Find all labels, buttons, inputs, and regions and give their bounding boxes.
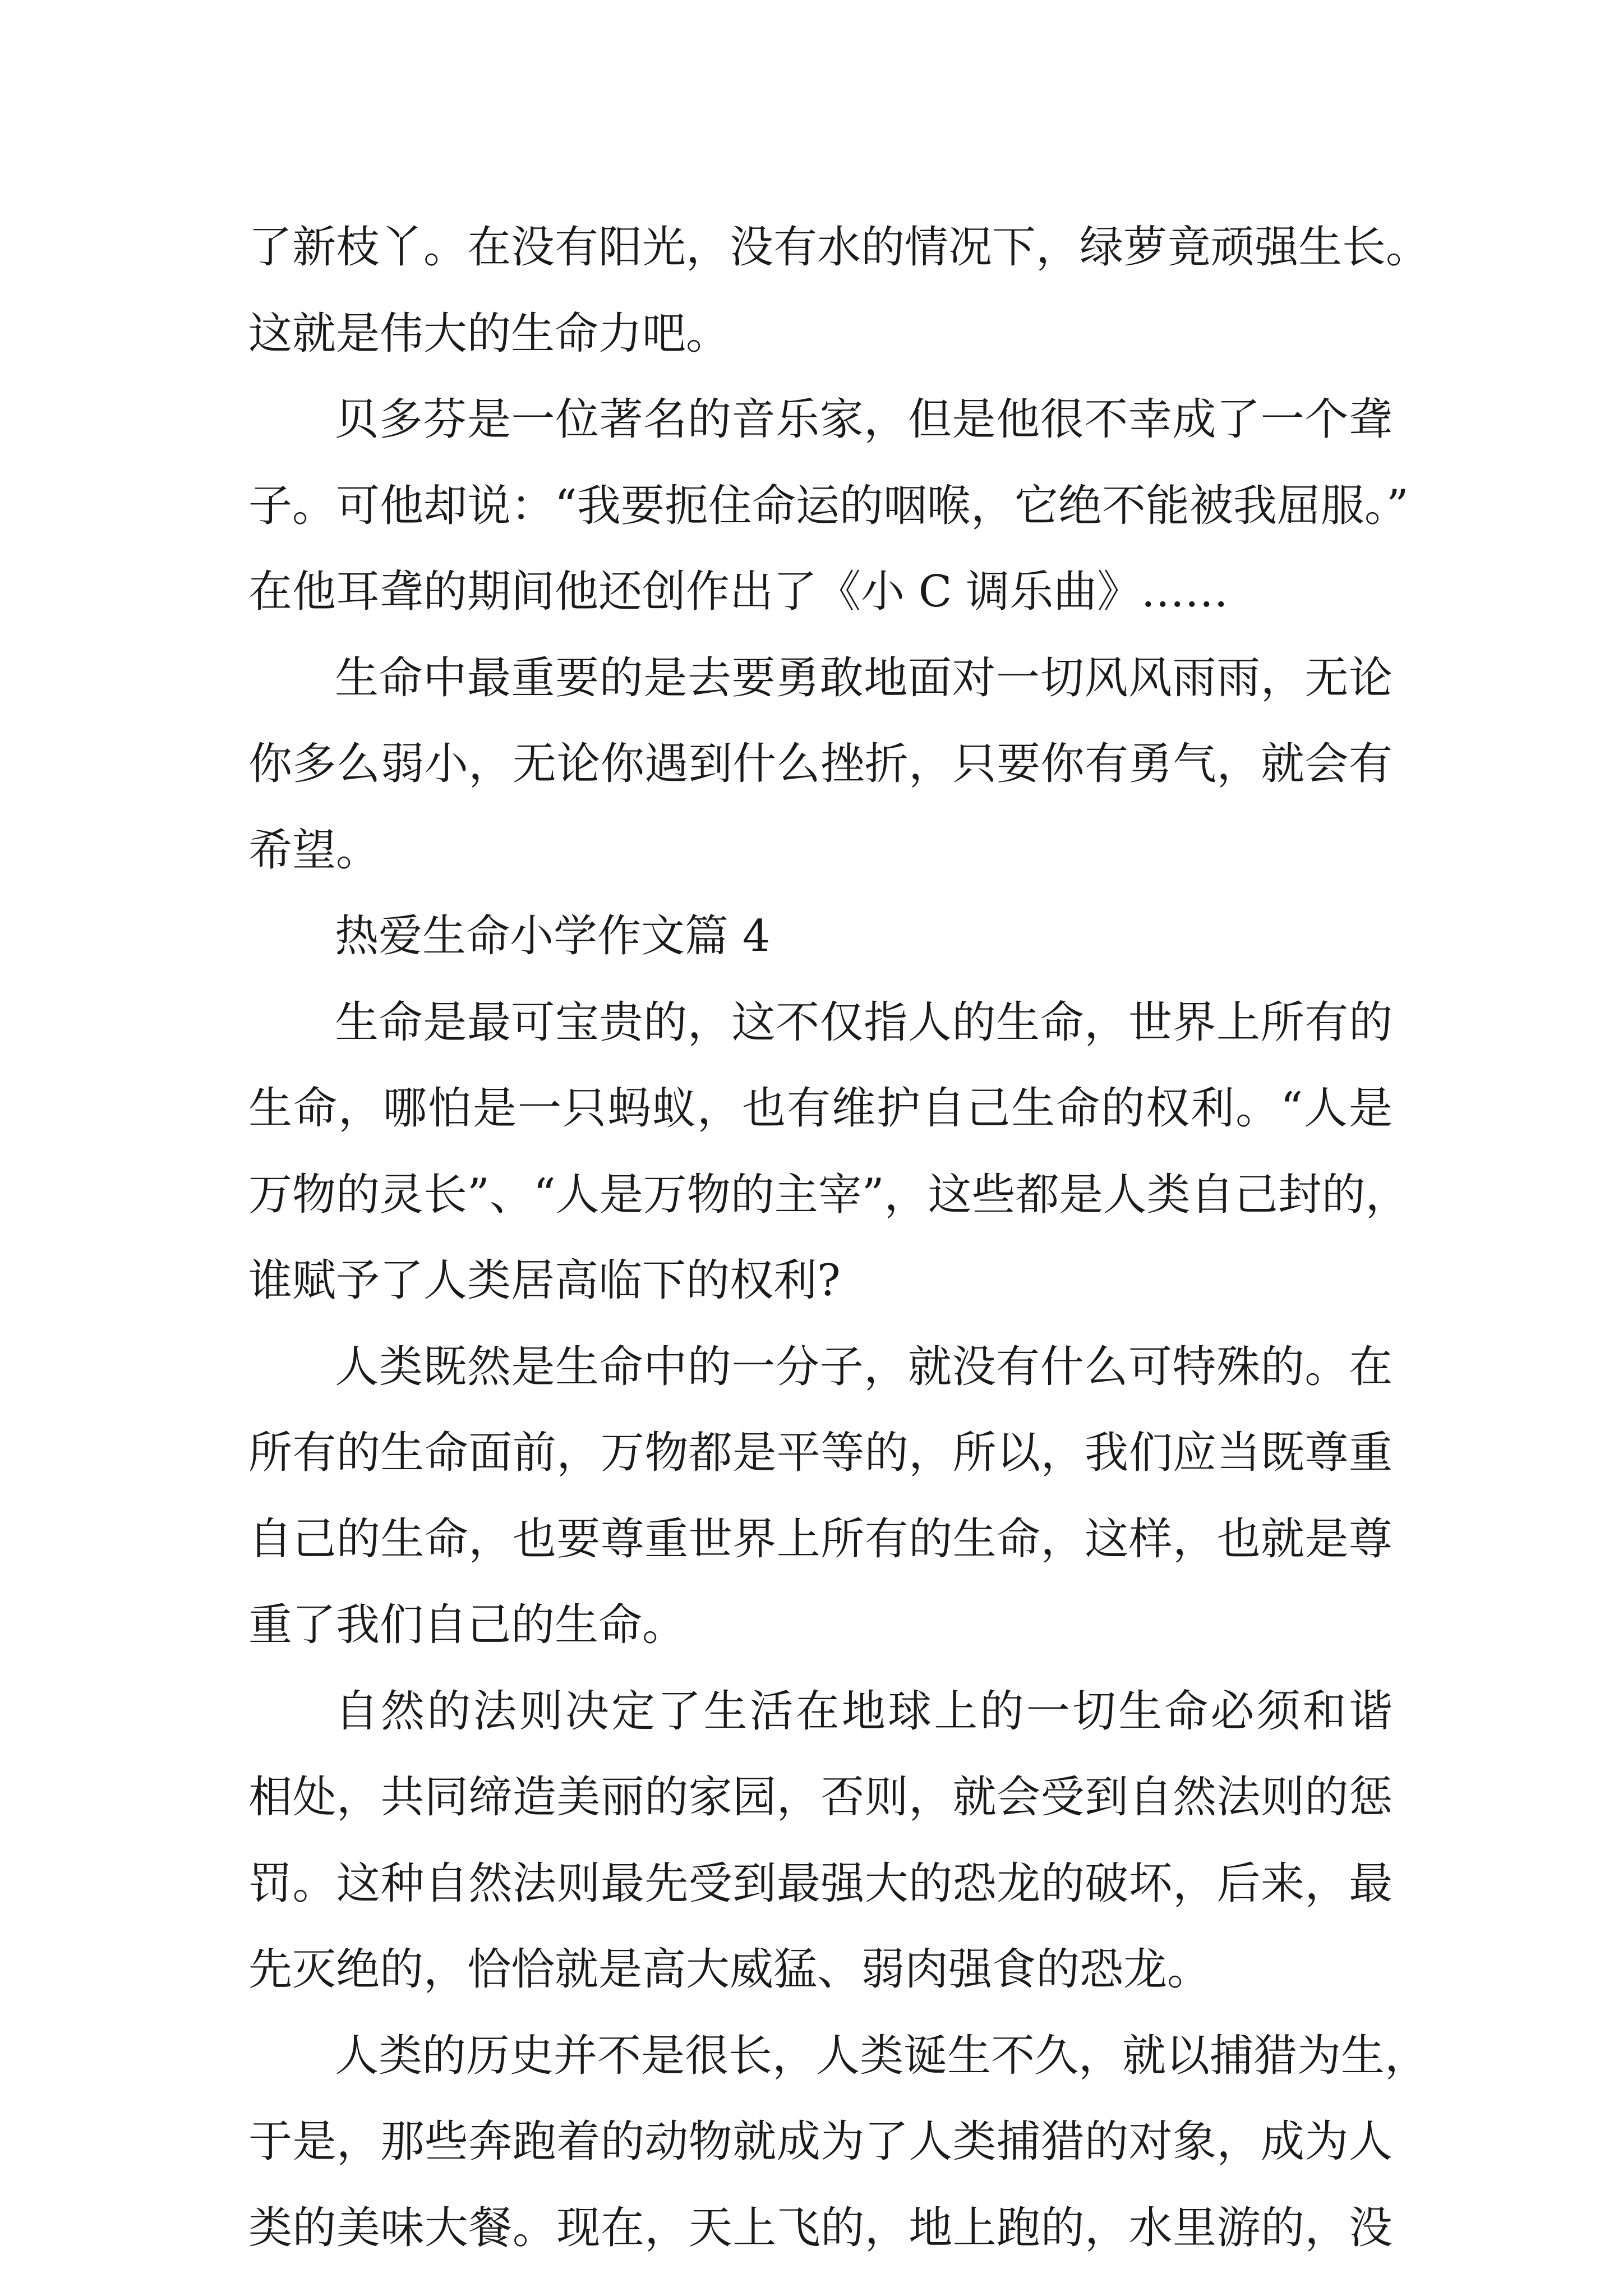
text-line: 了新枝丫。在没有阳光，没有水的情况下，绿萝竟顽强生长。: [248, 222, 1430, 273]
text-line: 你多么弱小，无论你遇到什么挫折，只要你有勇气，就会有: [248, 739, 1393, 789]
text-line: 谁赋予了人类居高临下的权利?: [248, 1255, 841, 1306]
text-line: 这就是伟大的生命力吧。: [248, 308, 730, 359]
text-line: 类的美味大餐。现在，天上飞的，地上跑的，水里游的，没: [248, 2202, 1393, 2253]
text-line: 相处，共同缔造美丽的家园，否则，就会受到自然法则的惩: [248, 1772, 1393, 1823]
document-body: [248, 205, 1430, 2271]
paragraph-start-line: 自然的法则决定了生活在地球上的一切生命必须和谐: [335, 1686, 1393, 1737]
text-line: 先灭绝的，恰恰就是高大威猛、弱肉强食的恐龙。: [248, 1944, 1211, 1995]
text-line: 于是，那些奔跑着的动物就成为了人类捕猎的对象，成为人: [248, 2116, 1393, 2167]
text-line: 罚。这种自然法则最先受到最强大的恐龙的破坏，后来，最: [248, 1858, 1393, 1909]
text-line: 生命，哪怕是一只蚂蚁，也有维护自己生命的权利。“人是: [248, 1083, 1393, 1134]
text-line: 希望。: [248, 825, 380, 876]
text-line: 万物的灵长”、“人是万物的主宰”，这些都是人类自己封的，: [248, 1169, 1409, 1220]
text-line: 重了我们自己的生命。: [248, 1600, 686, 1650]
text-line: 所有的生命面前，万物都是平等的，所以，我们应当既尊重: [248, 1428, 1393, 1478]
text-line: 自己的生命，也要尊重世界上所有的生命，这样，也就是尊: [248, 1513, 1393, 1565]
text-line: 在他耳聋的期间他还创作出了《小 C 调乐曲》……: [248, 567, 1229, 617]
paragraph-start-line: 生命是最可宝贵的，这不仅指人的生命，世界上所有的: [335, 997, 1393, 1048]
paragraph-start-line: 人类既然是生命中的一分子，就没有什么可特殊的。在: [335, 1341, 1393, 1392]
paragraph-start-line: 贝多芬是一位著名的音乐家，但是他很不幸成了一个聋: [335, 394, 1393, 445]
paragraph-start-line: 生命中最重要的是去要勇敢地面对一切风风雨雨，无论: [335, 652, 1393, 703]
text-line: 子。可他却说：“我要扼住命运的咽喉，它绝不能被我屈服。”: [248, 480, 1409, 531]
paragraph-start-line: 人类的历史并不是很长，人类诞生不久，就以捕猎为生，: [335, 2030, 1429, 2081]
section-heading: 热爱生命小学作文篇 4: [335, 911, 771, 961]
